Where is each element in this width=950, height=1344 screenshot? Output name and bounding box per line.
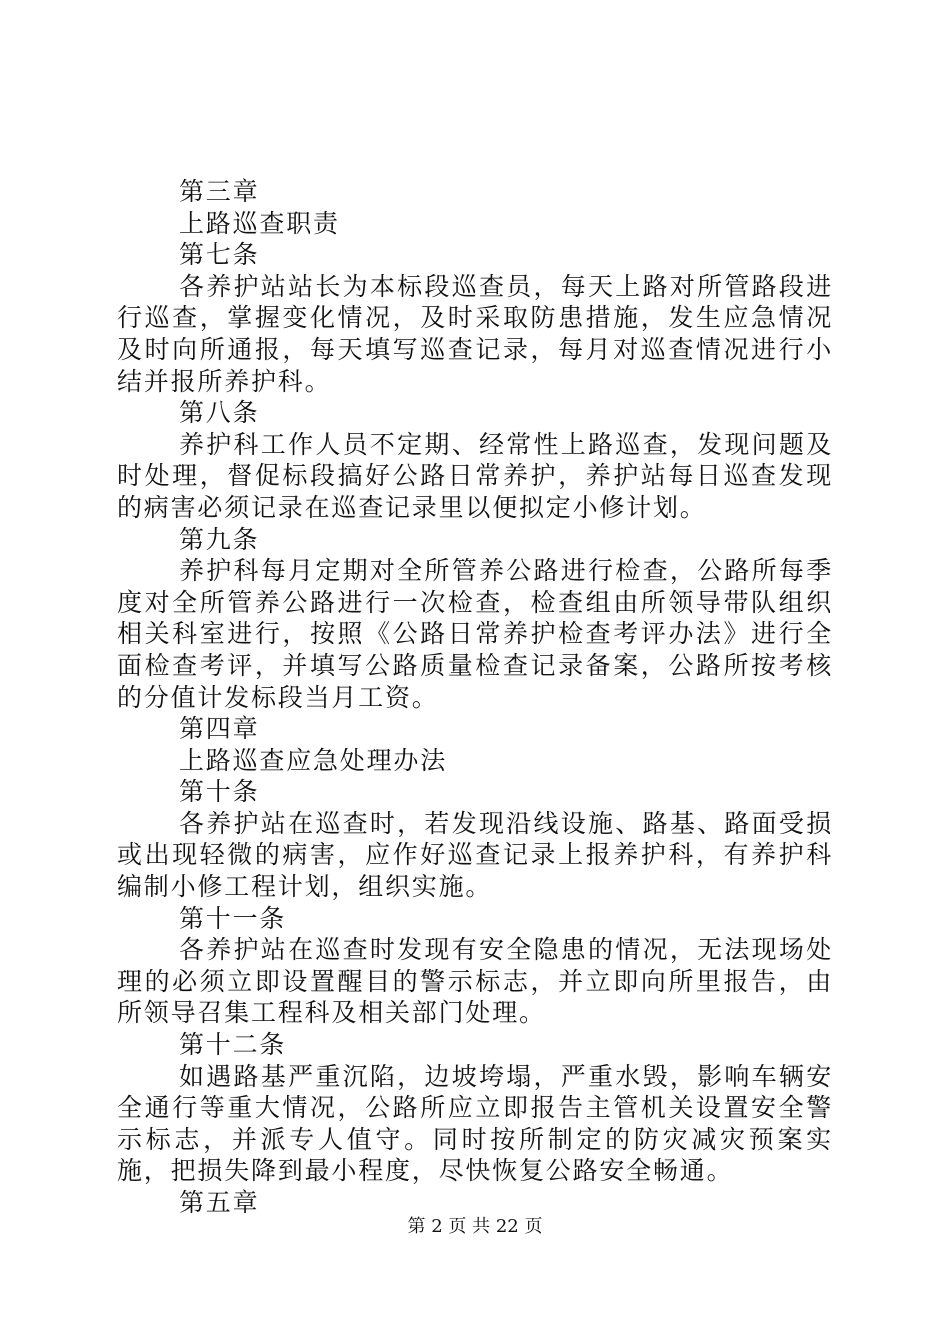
article-heading: 第七条 bbox=[179, 240, 260, 270]
article-paragraph: 各养护站在巡查时，若发现沿线设施、路基、路面受损或出现轻微的病害，应作好巡查记录上报养护科，有养护科编制小修工程计划，组织实施。 bbox=[117, 808, 833, 902]
page-footer: 第 2 页 共 22 页 bbox=[407, 1216, 543, 1237]
chapter-heading: 第四章 bbox=[179, 714, 260, 744]
chapter-title: 上路巡查职责 bbox=[179, 208, 340, 238]
chapter-heading: 第三章 bbox=[179, 177, 260, 206]
chapter-title: 上路巡查应急处理办法 bbox=[179, 745, 448, 775]
article-heading: 第十条 bbox=[179, 777, 260, 807]
article-heading: 第十一条 bbox=[179, 903, 287, 933]
article-paragraph: 各养护站站长为本标段巡查员，每天上路对所管路段进行巡查，掌握变化情况，及时采取防患措施，发生应急情况及时向所通报，每天填写巡查记录，每月对巡查情况进行小结并报所养护科。 bbox=[117, 271, 833, 396]
article-paragraph: 如遇路基严重沉陷，边坡垮塌，严重水毁，影响车辆安全通行等重大情况，公路所应立即报告主管机关设置安全警示标志，并派专人值守。同时按所制定的防灾减灾预案实施，把损失降到最小程度，尽快恢复公路安全畅通。 bbox=[117, 1061, 833, 1186]
chapter-heading: 第五章 bbox=[179, 1188, 260, 1217]
article-paragraph: 养护科每月定期对全所管养公路进行检查，公路所每季度对全所管养公路进行一次检查，检查组由所领导带队组织相关科室进行，按照《公路日常养护检查考评办法》进行全面检查考评，并填写公路质量检查记录备案，公路所按考核的分值计发标段当月工资。 bbox=[117, 556, 833, 712]
article-paragraph: 各养护站在巡查时发现有安全隐患的情况，无法现场处理的必须立即设置醒目的警示标志，并立即向所里报告，由所领导召集工程科及相关部门处理。 bbox=[117, 935, 833, 1028]
document-body bbox=[117, 176, 833, 1219]
article-heading: 第八条 bbox=[179, 398, 260, 428]
article-heading: 第十二条 bbox=[179, 1030, 287, 1060]
article-heading: 第九条 bbox=[179, 524, 260, 554]
article-paragraph: 养护科工作人员不定期、经常性上路巡查，发现问题及时处理，督促标段搞好公路日常养护，养护站每日巡查发现的病害必须记录在巡查记录里以便拟定小修计划。 bbox=[117, 429, 833, 522]
